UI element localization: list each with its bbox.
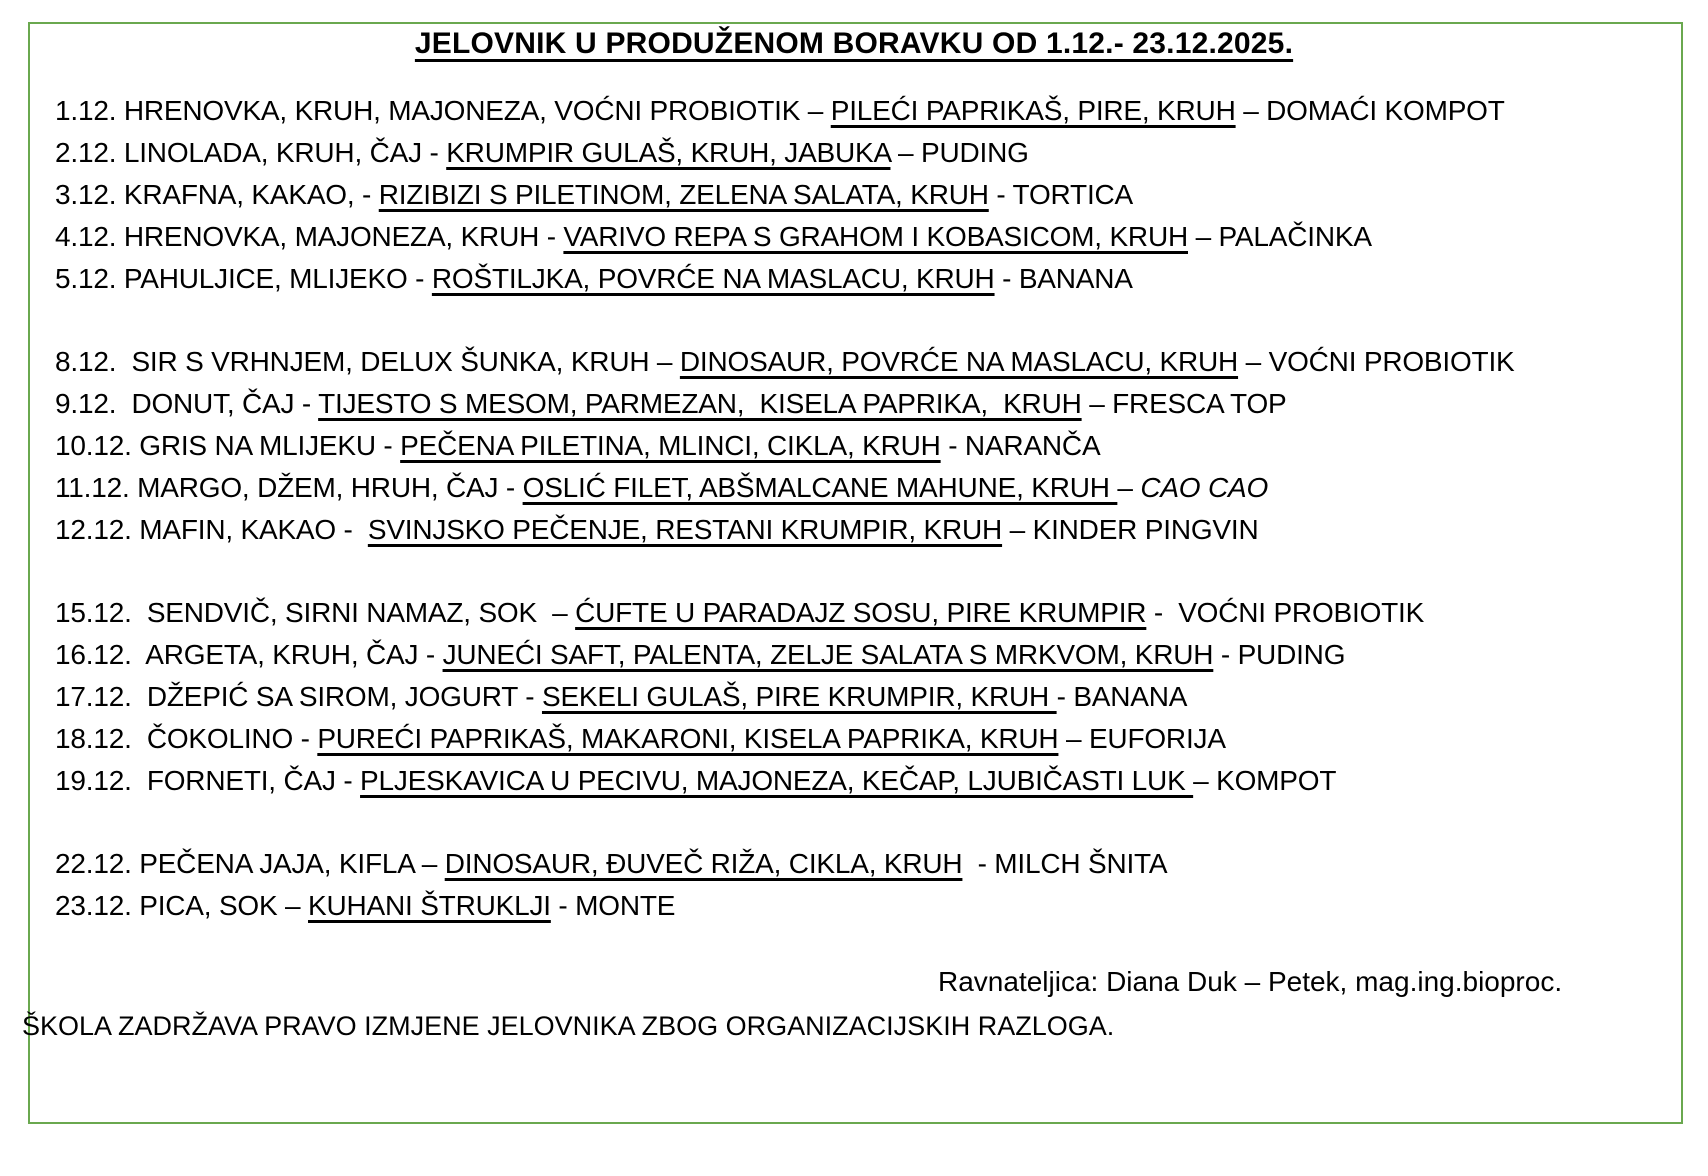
menu-text: - MONTE bbox=[550, 890, 676, 921]
menu-text: ARGETA, KRUH, ČAJ - bbox=[131, 639, 443, 670]
menu-text: – KINDER PINGVIN bbox=[1002, 514, 1259, 545]
menu-text: HRENOVKA, MAJONEZA, KRUH - bbox=[116, 221, 564, 252]
menu-text: PAHULJICE, MLIJEKO - bbox=[116, 263, 432, 294]
menu-text: HRENOVKA, KRUH, MAJONEZA, VOĆNI PROBIOTIK – bbox=[116, 95, 831, 126]
lunch-underlined-text: JUNEĆI SAFT, PALENTA, ZELJE SALATA S MRKVOM, KRUH bbox=[442, 639, 1214, 670]
menu-text: – FRESCA TOP bbox=[1081, 388, 1287, 419]
menu-row bbox=[55, 216, 1515, 258]
menu-row bbox=[55, 509, 1515, 551]
menu-week bbox=[55, 90, 1515, 300]
menu-text: - BANANA bbox=[994, 263, 1133, 294]
menu-text: DONUT, ČAJ - bbox=[116, 388, 319, 419]
menu-text: – VOĆNI PROBIOTIK bbox=[1238, 346, 1515, 377]
menu-date: 8.12. bbox=[55, 346, 117, 377]
lunch-underlined-text: PUREĆI PAPRIKAŠ, MAKARONI, KISELA PAPRIKA, KRUH bbox=[317, 723, 1059, 754]
menu-text: – EUFORIJA bbox=[1058, 723, 1226, 754]
menu-week bbox=[55, 843, 1515, 927]
lunch-underlined-text: SVINJSKO PEČENJE, RESTANI KRUMPIR, KRUH bbox=[367, 514, 1003, 545]
lunch-underlined-text: SEKELI GULAŠ, PIRE KRUMPIR, KRUH bbox=[541, 681, 1057, 712]
lunch-underlined-text: RIZIBIZI S PILETINOM, ZELENA SALATA, KRUH bbox=[378, 179, 989, 210]
menu-text: – bbox=[1117, 472, 1141, 503]
menu-row bbox=[55, 425, 1515, 467]
menu-date: 11.12. bbox=[55, 472, 130, 503]
menu-text: - TORTICA bbox=[988, 179, 1134, 210]
menu-text: SIR S VRHNJEM, DELUX ŠUNKA, KRUH – bbox=[116, 346, 680, 377]
page-title bbox=[0, 27, 1708, 61]
menu-date: 15.12. bbox=[55, 597, 132, 628]
menu-text: CAO CAO bbox=[1140, 472, 1269, 503]
menu-text: DŽEPIĆ SA SIROM, JOGURT - bbox=[131, 681, 542, 712]
menu-date: 19.12. bbox=[55, 765, 132, 796]
menu-date: 9.12. bbox=[55, 388, 117, 419]
principal-signature: Ravnateljica: Diana Duk – Petek, mag.ing.bioproc. bbox=[938, 966, 1563, 997]
menu-row bbox=[55, 341, 1515, 383]
page-title-text: JELOVNIK U PRODUŽENOM BORAVKU OD 1.12.- 23.12.2025. bbox=[414, 27, 1294, 60]
lunch-underlined-text: PILEĆI PAPRIKAŠ, PIRE, KRUH bbox=[830, 95, 1236, 126]
menu-text: – PUDING bbox=[890, 137, 1029, 168]
menu-date: 18.12. bbox=[55, 723, 132, 754]
menu-date: 4.12. bbox=[55, 221, 117, 252]
menu-text: PICA, SOK – bbox=[131, 890, 309, 921]
lunch-underlined-text: DINOSAUR, POVRĆE NA MASLACU, KRUH bbox=[679, 346, 1239, 377]
menu-week bbox=[55, 341, 1515, 551]
menu-text: - VOĆNI PROBIOTIK bbox=[1146, 597, 1425, 628]
menu-row bbox=[55, 90, 1515, 132]
menu-row bbox=[55, 174, 1515, 216]
menu-row bbox=[55, 383, 1515, 425]
menu-row bbox=[55, 760, 1515, 802]
menu-text: - BANANA bbox=[1056, 681, 1188, 712]
menu-text: PEČENA JAJA, KIFLA – bbox=[131, 848, 445, 879]
menu-row bbox=[55, 885, 1515, 927]
menu-text: – PALAČINKA bbox=[1188, 221, 1372, 252]
lunch-underlined-text: DINOSAUR, ĐUVEČ RIŽA, CIKLA, KRUH bbox=[444, 848, 963, 879]
menu-text: FORNETI, ČAJ - bbox=[131, 765, 361, 796]
menu-row bbox=[55, 634, 1515, 676]
menu-date: 2.12. bbox=[55, 137, 117, 168]
lunch-underlined-text: PLJESKAVICA U PECIVU, MAJONEZA, KEČAP, LJUBIČASTI LUK bbox=[360, 765, 1194, 796]
menu-weeks bbox=[55, 90, 1515, 927]
disclaimer-note: ŠKOLA ZADRŽAVA PRAVO IZMJENE JELOVNIKA ZBOG ORGANIZACIJSKIH RAZLOGA. bbox=[22, 1011, 1115, 1041]
menu-date: 3.12. bbox=[55, 179, 117, 210]
menu-list bbox=[55, 90, 1515, 968]
menu-date: 1.12. bbox=[55, 95, 117, 126]
menu-date: 12.12. bbox=[55, 514, 132, 545]
lunch-underlined-text: TIJESTO S MESOM, PARMEZAN, KISELA PAPRIKA, KRUH bbox=[318, 388, 1082, 419]
menu-row bbox=[55, 843, 1515, 885]
lunch-underlined-text: PEČENA PILETINA, MLINCI, CIKLA, KRUH bbox=[400, 430, 941, 461]
lunch-underlined-text: OSLIĆ FILET, ABŠMALCANE MAHUNE, KRUH bbox=[522, 472, 1118, 503]
menu-text: KRAFNA, KAKAO, - bbox=[116, 179, 379, 210]
menu-text: GRIS NA MLIJEKU - bbox=[131, 430, 401, 461]
menu-text: – KOMPOT bbox=[1193, 765, 1337, 796]
menu-text: ČOKOLINO - bbox=[131, 723, 318, 754]
menu-row bbox=[55, 676, 1515, 718]
menu-text: MAFIN, KAKAO - bbox=[131, 514, 368, 545]
menu-text: – DOMAĆI KOMPOT bbox=[1235, 95, 1505, 126]
menu-text: LINOLADA, KRUH, ČAJ - bbox=[116, 137, 447, 168]
menu-row bbox=[55, 718, 1515, 760]
lunch-underlined-text: KUHANI ŠTRUKLJI bbox=[308, 890, 551, 921]
menu-date: 22.12. bbox=[55, 848, 132, 879]
menu-text: - MILCH ŠNITA bbox=[962, 848, 1168, 879]
menu-row bbox=[55, 258, 1515, 300]
lunch-underlined-text: KRUMPIR GULAŠ, KRUH, JABUKA bbox=[446, 137, 891, 168]
menu-date: 23.12. bbox=[55, 890, 132, 921]
menu-text: - NARANČA bbox=[940, 430, 1101, 461]
menu-date: 16.12. bbox=[55, 639, 132, 670]
menu-date: 5.12. bbox=[55, 263, 117, 294]
menu-row bbox=[55, 132, 1515, 174]
menu-text: MARGO, DŽEM, HRUH, ČAJ - bbox=[129, 472, 523, 503]
lunch-underlined-text: ĆUFTE U PARADAJZ SOSU, PIRE KRUMPIR bbox=[575, 597, 1147, 628]
lunch-underlined-text: VARIVO REPA S GRAHOM I KOBASICOM, KRUH bbox=[563, 221, 1188, 252]
menu-date: 10.12. bbox=[55, 430, 132, 461]
lunch-underlined-text: ROŠTILJKA, POVRĆE NA MASLACU, KRUH bbox=[431, 263, 995, 294]
menu-text: - PUDING bbox=[1213, 639, 1346, 670]
menu-row bbox=[55, 592, 1515, 634]
menu-row bbox=[55, 467, 1515, 509]
menu-date: 17.12. bbox=[55, 681, 132, 712]
menu-text: SENDVIČ, SIRNI NAMAZ, SOK – bbox=[131, 597, 576, 628]
menu-week bbox=[55, 592, 1515, 802]
